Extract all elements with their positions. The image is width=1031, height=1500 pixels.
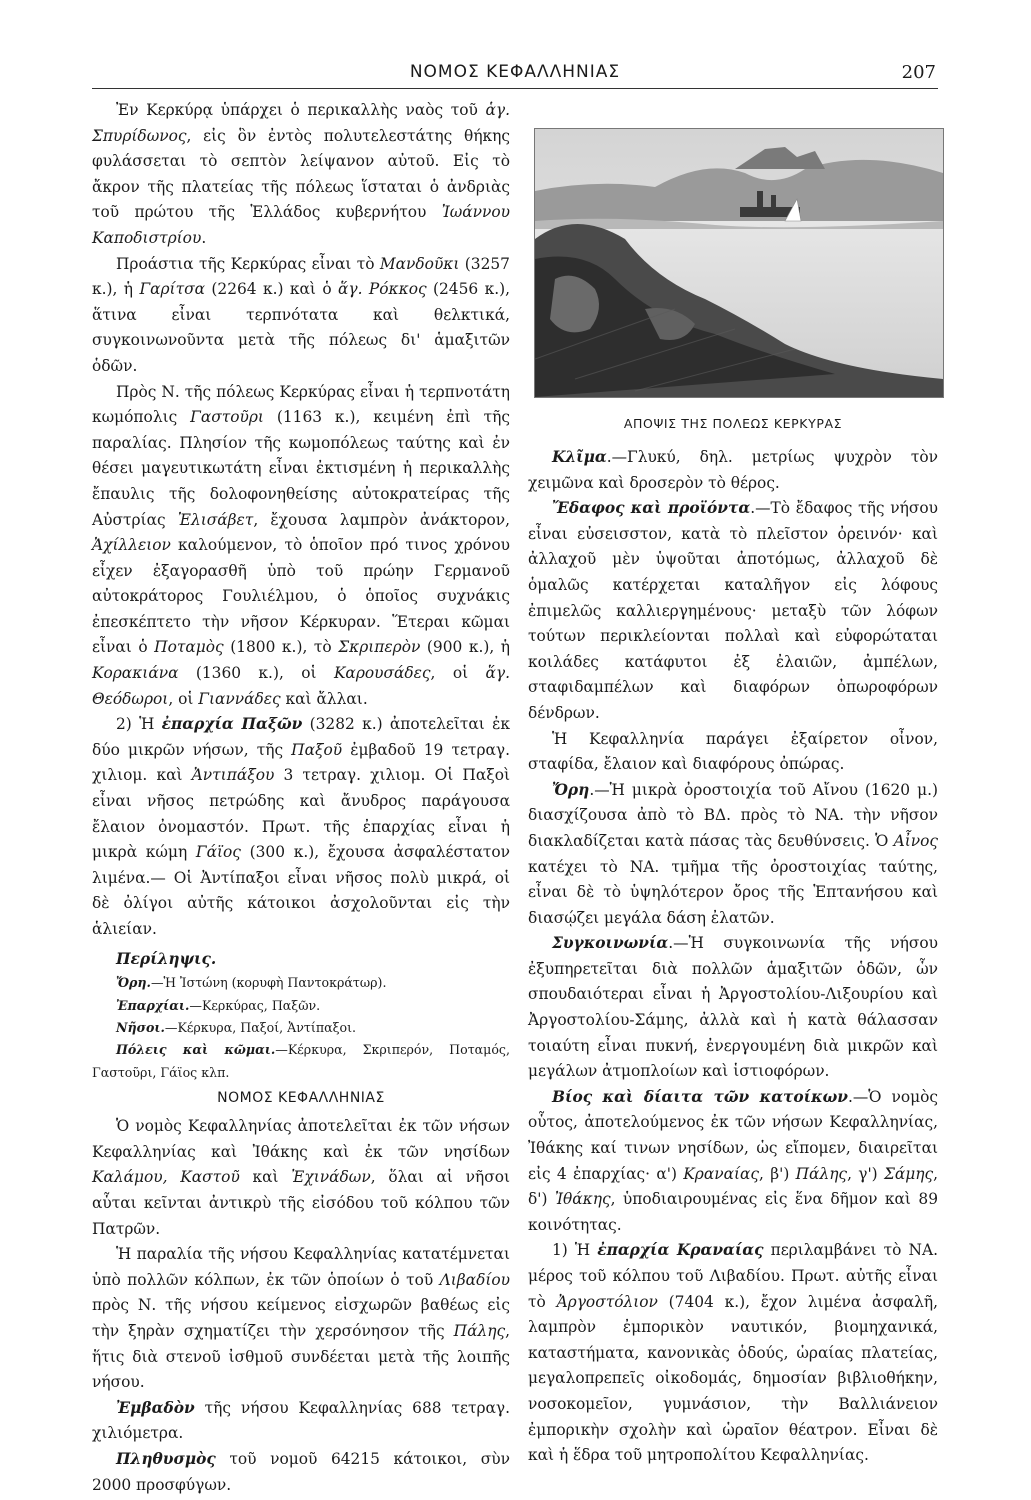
paragraph-soil-products: Ἔδαφος καὶ προϊόντα.—Τὸ ἔδαφος τῆς νήσου εἶναι εὐσεισστον, κατὰ τὸ πλεῖστον ὀρεινόν· καὶ ἀλλαχοῦ μὲν ὑψοῦται ἀποτόμως, ἀλλαχοῦ δὲ ὁμαλῶς κατέρχεται καταλῆγον εἰς λόφους ἐπιμελῶς καλλιεργημένους· μεταξὺ τῶν λόφων τούτων περικλείονται πολλαὶ καὶ εὐφορώταται κοιλάδες κατάφυτοι ἐξ ἐλαιῶν, ἀμπέλων, σταφιδαμπέλων καὶ διαφόρων ὀπωροφόρων δένδρων. [528, 499, 938, 722]
page-number: 207 [901, 62, 936, 83]
paragraph-production: Ἡ Κεφαλληνία παράγει ἐξαίρετον οἶνον, σταφίδα, ἔλαιον καὶ διαφόρους ὀπώρας. [528, 729, 938, 774]
summary-heading: Περίληψις. [116, 949, 217, 968]
page-header [92, 60, 938, 89]
paragraph-suburbs: Προάστια τῆς Κερκύρας εἶναι τὸ Μανδοῦκι (3257 κ.), ἡ Γαρίτσα (2264 κ.) καὶ ὁ ἅγ. Ρόκκος (2456 κ.), ἅτινα εἶναι τερπνότατα καὶ θελκτικά, συγκοινωνοῦντα μετὰ τῆς πόλεως δι' ἁμαξιτῶν ὁδῶν. [92, 254, 510, 375]
paragraph-corfu-church: Ἐν Κερκύρᾳ ὑπάρχει ὁ περικαλλὴς ναὸς τοῦ ἁγ. Σπυρίδωνος, εἰς ὃν ἐντὸς πολυτελεστάτης θήκης φυλάσσεται τὸ σεπτὸν λείψανον αὐτοῦ. Εἰς τὸ ἄκρον τῆς πλατείας τῆς πόλεως ἵσταται ὁ ἀνδριὰς τοῦ πρώτου τῆς Ἑλλάδος κυβερνήτου Ἰωάννου Καποδιστρίου. [92, 101, 510, 247]
left-column [92, 98, 510, 1498]
paragraph-kefalonia-intro: Ὁ νομὸς Κεφαλληνίας ἀποτελεῖται ἐκ τῶν νήσων Κεφαλληνίας καὶ Ἰθάκης καὶ ἐκ τῶν νησίδων Καλάμου, Καστοῦ καὶ Ἐχινάδων, ὅλαι αἱ νῆσοι αὗται κεῖνται ἀντικρὺ τῆς εἰσόδου τοῦ κόλπου τῶν Πατρῶν. [92, 1117, 511, 1238]
paragraph-mountains: Ὄρη.—Ἡ μικρὰ ὀροστοιχία τοῦ Αἴνου (1620 μ.) διασχίζουσα ἀπὸ τὸ ΒΔ. πρὸς τὸ ΝΑ. τὴν νῆσον διακλαδίζεται κατὰ πάσας τὰς δευθύνσεις. Ὁ Αἶνος κατέχει τὸ ΝΑ. τμῆμα τῆς ὀροστοιχίας ταύτης, εἶναι δὲ τὸ ὑψηλότερον ὄρος τῆς Ἑπτανήσου καὶ διασῴζει μεγάλα δάση ἐλατῶν. [528, 780, 938, 927]
paragraph-paxoi: 2) Ἡ ἐπαρχία Παξῶν (3282 κ.) ἀποτελεῖται ἐκ δύο μικρῶν νήσων, τῆς Παξοῦ ἐμβαδοῦ 19 τετραγ. χιλιομ. καὶ Ἀντιπάξου 3 τετραγ. χιλιομ. Οἱ Παξοὶ εἶναι νῆσος πετρώδης καὶ ἄνυδρος παράγουσα ἔλαιον ὀνομαστόν. Πρωτ. τῆς ἐπαρχίας εἶναι ἡ μικρὰ κώμη Γάϊος (300 κ.), ἔχουσα ἀσφαλέστατον λιμένα.— Οἱ Ἀντίπαξοι εἶναι νῆσος πολὺ μικρά, οἱ δὲ ὀλίγοι αὐτῆς κάτοικοι ἀσχολοῦνται εἰς τὴν ἁλιείαν. [92, 715, 511, 938]
corfu-photo [534, 128, 944, 398]
summary-line-towns: Πόλεις καὶ κῶμαι.—Κέρκυρα, Σκριπερόν, Ποταμός, Γαστοῦρι, Γάϊος κλπ. [92, 1042, 510, 1080]
paragraph-communication: Συγκοινωνία.—Ἡ συγκοινωνία τῆς νήσου ἐξυπηρετεῖται διὰ πολλῶν ἁμαξιτῶν ὁδῶν, ὧν σπουδαιότεραι εἶναι ἡ Ἀργοστολίου-Λιξουρίου καὶ Ἀργοστολίου-Σάμης, ἀλλὰ καὶ ἡ κατὰ θάλασσαν τοιαύτη εἶναι πυκνή, ἐνεργουμένη διὰ μικρῶν καὶ μεγάλων ἀτμοπλοίων καὶ ἱστιοφόρων. [528, 934, 938, 1081]
summary-line-islands: Νῆσοι.—Κέρκυρα, Παξοί, Ἀντίπαξοι. [116, 1020, 357, 1035]
corfu-photo-illustration [535, 129, 943, 397]
summary-line-mountains: Ὄρη.—Ἡ Ἰστώνη (κορυφὴ Παντοκράτωρ). [116, 975, 387, 991]
summary-line-provinces: Ἐπαρχίαι.—Κερκύρας, Παξῶν. [116, 997, 321, 1013]
photo-caption: ΑΠΟΨΙΣ ΤΗΣ ΠΟΛΕΩΣ ΚΕΡΚΥΡΑΣ [623, 416, 843, 431]
paragraph-gastouri: Πρὸς Ν. τῆς πόλεως Κερκύρας εἶναι ἡ τερπνοτάτη κωμόπολις Γαστοῦρι (1163 κ.), κειμένη ἐπὶ τῆς παραλίας. Πλησίον τῆς κωμοπόλεως ταύτης καὶ ἐν θέσει μαγευτικωτάτη εἶναι ἐκτισμένη ἡ περικαλλὴς ἔπαυλις τῆς δολοφονηθείσης αὐτοκρατείρας τῆς Αὐστρίας Ἐλισάβετ, ἔχουσα λαμπρὸν ἀνάκτορον, Ἀχίλλειον καλούμενον, τὸ ὁποῖον πρό τινος χρόνου εἶχεν ἐξαγορασθῆ ὑπὸ τοῦ πρώην Γερμανοῦ αὐτοκράτορος Γουλιέλμου, ὁ ὁποῖος συχνάκις ἐπεσκέπτετο τὴν νῆσον Κέρκυραν. Ἕτεραι κῶμαι εἶναι ὁ Ποταμὸς (1800 κ.), τὸ Σκριπερὸν (900 κ.), ἡ Κορακιάνα (1360 κ.), οἱ Καρουσάδες, οἱ ἅγ. Θεόδωροι, οἱ Γιαννάδες καὶ ἄλλαι. [92, 382, 511, 708]
running-title: ΝΟΜΟΣ ΚΕΦΑΛΛΗΝΙΑΣ [409, 62, 621, 82]
paragraph-kranaia: 1) Ἡ ἐπαρχία Κραναίας περιλαμβάνει τὸ ΝΑ. μέρος τοῦ κόλπου τοῦ Λιβαδίου. Πρωτ. αὐτῆς εἶναι τὸ Ἀργοστόλιον (7404 κ.), ἔχον λιμένα ἀσφαλῆ, λαμπρὸν ἐμπορικὸν ναυτικόν, βιομηχανικά, καταστήματα, κανονικὰς ὁδούς, ὡραίας πλατείας, μεγαλοπρεπεῖς οἰκοδομάς, δημοσίαν βιβλιοθήκην, νοσοκομεῖον, γυμνάσιον, τὴν Βαλλιάνειον ἐμπορικὴν σχολὴν καὶ ὡραῖον θέατρον. Εἶναι δὲ καὶ ἡ ἕδρα τοῦ μητροπολίτου Κεφαλληνίας. [528, 1241, 938, 1465]
paragraph-coastline: Ἡ παραλία τῆς νήσου Κεφαλληνίας κατατέμνεται ὑπὸ πολλῶν κόλπων, ἐκ τῶν ὁποίων ὁ τοῦ Λιβαδίου πρὸς Ν. τῆς νήσου κείμενος εἰσχωρῶν βαθέως εἰς τὴν ξηρὰν σχηματίζει τὴν χερσόνησον τῆς Πάλης, ἥτις διὰ στενοῦ ἰσθμοῦ συνδέεται μετὰ τῆς λοιπῆς νήσου. [92, 1245, 510, 1392]
section-title: ΝΟΜΟΣ ΚΕΦΑΛΛΗΝΙΑΣ [217, 1090, 385, 1107]
paragraph-climate: Κλῖμα.—Γλυκύ, δηλ. μετρίως ψυχρὸν τὸν χειμῶνα καὶ δροσερὸν τὸ θέρος. [528, 448, 938, 492]
paragraph-life: Βίος καὶ δίαιτα τῶν κατοίκων.—Ὁ νομὸς οὗτος, ἀποτελούμενος ἐκ τῶν νήσων Κεφαλληνίας, Ἰθάκης καί τινων νησίδων, ὡς εἴπομεν, διαιρεῖται εἰς 4 ἐπαρχίας· α') Κραναίας, β') Πάλης, γ') Σάμης, δ') Ἰθάκης, ὑποδιαιρουμένας εἰς ἕνα δῆμον καὶ 89 κοινότητας. [528, 1087, 938, 1234]
paragraph-population: Πληθυσμὸς τοῦ νομοῦ 64215 κάτοικοι, σὺν 2000 προσφύγων. [92, 1449, 510, 1494]
paragraph-area: Ἐμβαδὸν τῆς νήσου Κεφαλληνίας 688 τετραγ. χιλιόμετρα. [92, 1398, 510, 1443]
right-column [528, 98, 938, 1469]
